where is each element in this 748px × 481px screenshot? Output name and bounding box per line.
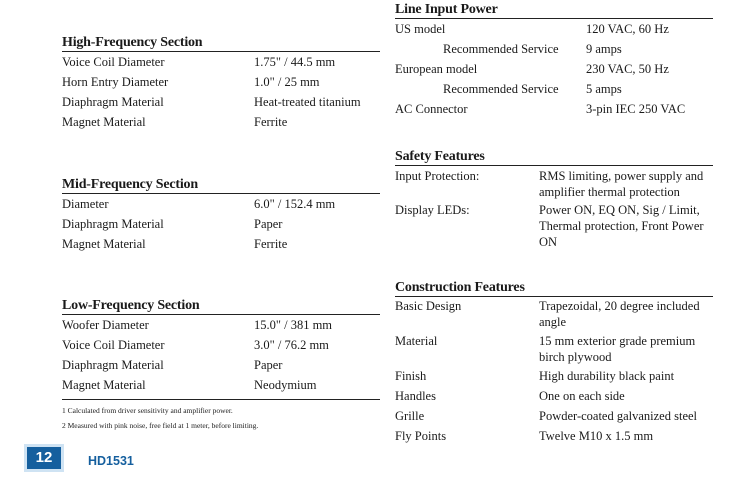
spec-label: Material (395, 334, 438, 348)
spec-value (539, 298, 700, 330)
spec-value-line: angle (539, 315, 567, 329)
spec-value: Powder-coated galvanized steel (539, 409, 698, 423)
spec-value (539, 168, 703, 200)
spec-value: Twelve M10 x 1.5 mm (539, 429, 654, 443)
spec-label: Woofer Diameter (62, 318, 149, 332)
spec-label: Magnet Material (62, 378, 146, 392)
spec-label: Diameter (62, 197, 109, 211)
spec-value-line: 15 mm exterior grade premium (539, 334, 696, 348)
spec-value: Ferrite (254, 115, 288, 129)
footnote-2: 2 Measured with pink noise, free field at 1 meter, before limiting. (62, 421, 259, 430)
spec-label: Finish (395, 369, 427, 383)
spec-label: AC Connector (395, 102, 468, 116)
spec-value: 1.0" / 25 mm (254, 75, 320, 89)
spec-label: Magnet Material (62, 115, 146, 129)
spec-label: US model (395, 22, 446, 36)
model-name: HD1531 (88, 454, 134, 468)
spec-value-line: amplifier thermal protection (539, 185, 680, 199)
section-rule (62, 51, 380, 52)
spec-value: 230 VAC, 50 Hz (586, 62, 669, 76)
line-input-power-title: Line Input Power (395, 2, 498, 17)
spec-value: 3-pin IEC 250 VAC (586, 102, 686, 116)
spec-label: Diaphragm Material (62, 358, 164, 372)
spec-label: Grille (395, 409, 425, 423)
spec-value-line: Thermal protection, Front Power (539, 219, 704, 233)
spec-label: Voice Coil Diameter (62, 338, 165, 352)
spec-value: Ferrite (254, 237, 288, 251)
spec-value-line: Trapezoidal, 20 degree included (539, 299, 700, 313)
safety-features-title: Safety Features (395, 149, 485, 164)
spec-value-line: Power ON, EQ ON, Sig / Limit, (539, 203, 700, 217)
footnote-rule (62, 399, 380, 400)
spec-label: Recommended Service (443, 82, 559, 96)
section-rule (62, 314, 380, 315)
spec-label: Horn Entry Diameter (62, 75, 169, 89)
spec-label: Fly Points (395, 429, 447, 443)
spec-label: Voice Coil Diameter (62, 55, 165, 69)
spec-value-line: ON (539, 235, 558, 249)
spec-value: One on each side (539, 389, 625, 403)
spec-value: 15.0" / 381 mm (254, 318, 333, 332)
spec-label: Diaphragm Material (62, 95, 164, 109)
spec-label: Handles (395, 389, 436, 403)
section-rule (395, 165, 713, 166)
spec-value: Paper (254, 217, 283, 231)
footnote-1: 1 Calculated from driver sensitivity and amplifier power. (62, 406, 233, 415)
page-number: 12 (35, 449, 53, 466)
spec-label: Basic Design (395, 299, 462, 313)
section-rule (62, 193, 380, 194)
spec-label: Input Protection: (395, 169, 480, 183)
spec-value: Neodymium (254, 378, 317, 392)
section-rule (395, 18, 713, 19)
construction-features-title: Construction Features (395, 280, 525, 295)
spec-label: Recommended Service (443, 42, 559, 56)
spec-value: 9 amps (586, 42, 622, 56)
spec-value (539, 202, 704, 250)
page-number-badge (24, 444, 64, 472)
low-frequency-title: Low-Frequency Section (62, 298, 200, 313)
spec-value: 1.75" / 44.5 mm (254, 55, 336, 69)
spec-label: Magnet Material (62, 237, 146, 251)
spec-value-line: birch plywood (539, 350, 612, 364)
spec-label: Display LEDs: (395, 203, 470, 217)
high-frequency-title: High-Frequency Section (62, 35, 203, 50)
spec-value (539, 333, 695, 365)
section-rule (395, 296, 713, 297)
spec-value: High durability black paint (539, 369, 675, 383)
spec-label: European model (395, 62, 478, 76)
spec-label: Diaphragm Material (62, 217, 164, 231)
mid-frequency-title: Mid-Frequency Section (62, 177, 198, 192)
spec-value: 5 amps (586, 82, 622, 96)
spec-value: 120 VAC, 60 Hz (586, 22, 669, 36)
spec-value: Paper (254, 358, 283, 372)
spec-value: Heat-treated titanium (254, 95, 361, 109)
spec-value-line: RMS limiting, power supply and (539, 169, 704, 183)
spec-value: 6.0" / 152.4 mm (254, 197, 336, 211)
spec-value: 3.0" / 76.2 mm (254, 338, 329, 352)
